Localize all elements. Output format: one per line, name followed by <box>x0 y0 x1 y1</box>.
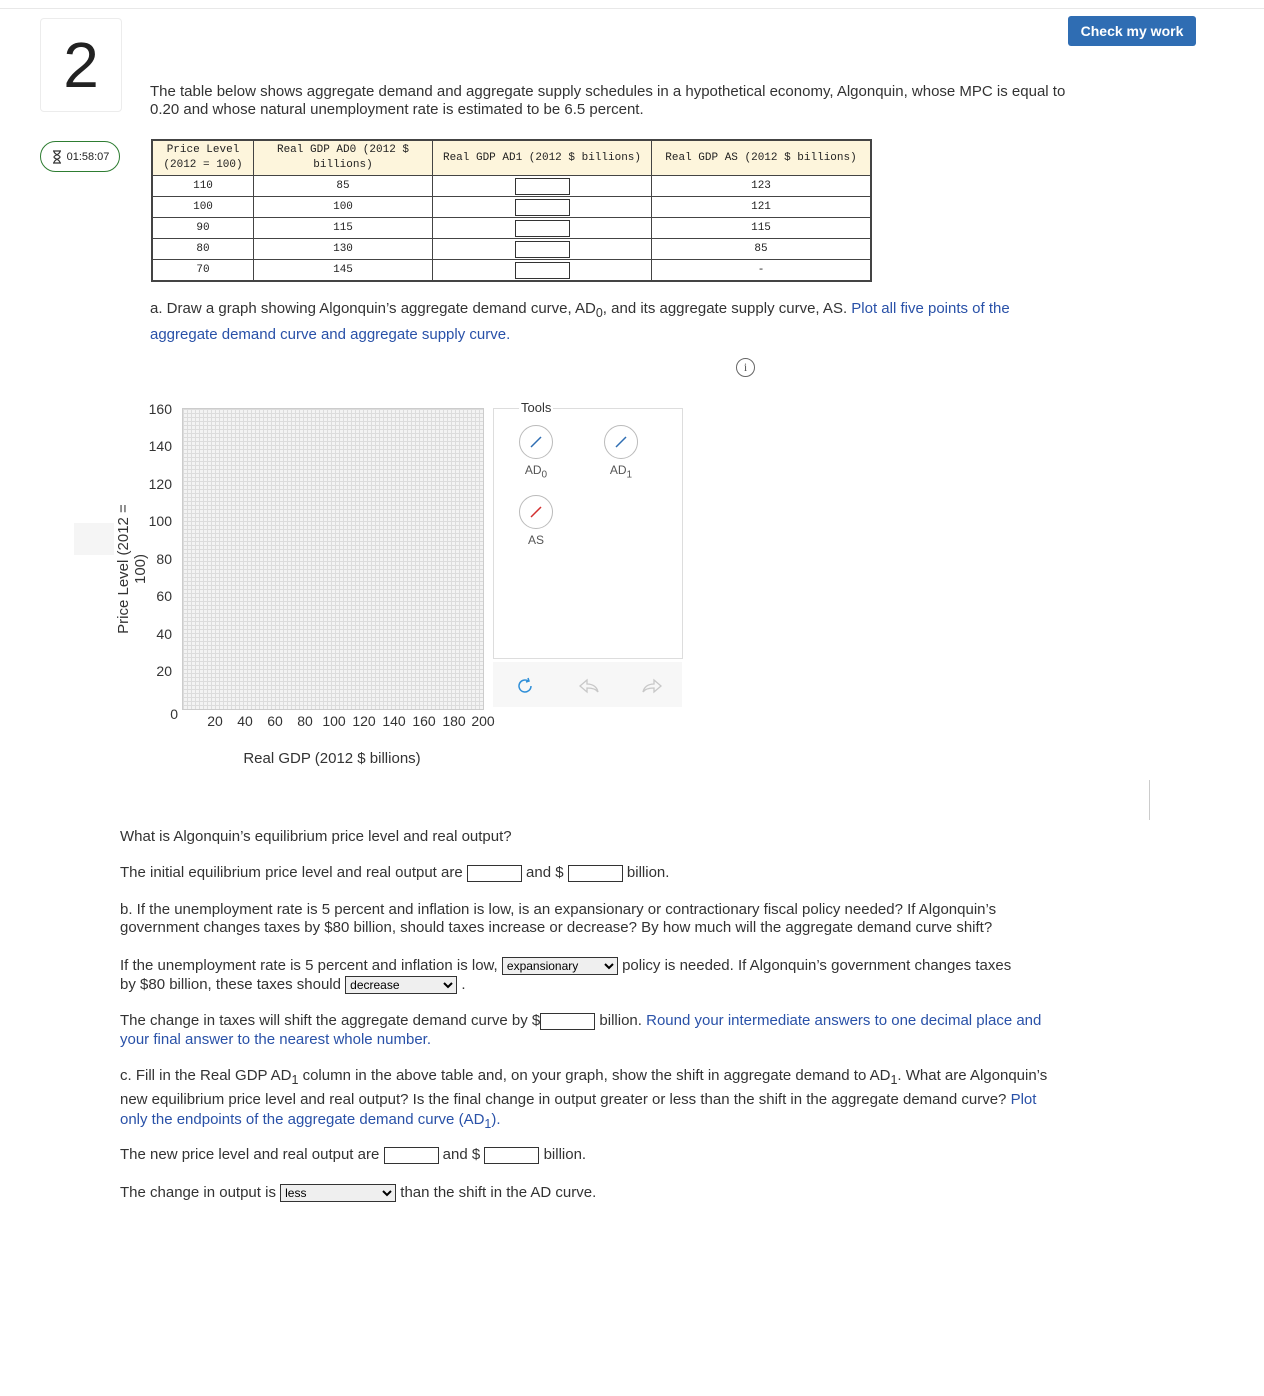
scroll-divider <box>1149 780 1150 820</box>
cell-as: 123 <box>652 176 872 197</box>
new-real-output-input[interactable] <box>484 1147 539 1164</box>
cell-price: 80 <box>152 239 254 260</box>
part-a-text-mid: , and its aggregate supply curve, AS. <box>602 300 852 317</box>
info-icon[interactable]: i <box>736 358 755 377</box>
policy-pre: If the unemployment rate is 5 percent and inflation is low, <box>120 957 498 974</box>
cell-price: 90 <box>152 218 254 239</box>
header-price-text: Price Level (2012 = 100) <box>163 144 243 171</box>
x-tick: 120 <box>352 713 376 729</box>
top-divider <box>0 8 1264 9</box>
hourglass-icon <box>51 150 63 164</box>
part-c-sub: 1 <box>484 1117 492 1131</box>
timer-text: 01:58:07 <box>66 150 110 163</box>
cell-ad1 <box>433 239 652 260</box>
part-c-instruction-post: ). <box>491 1111 501 1128</box>
policy-post: policy is needed. If Algonquin’s government changes taxes <box>622 957 1012 974</box>
cell-ad1 <box>433 176 652 197</box>
ad0-tool-button[interactable] <box>519 425 553 459</box>
table-row <box>152 239 871 260</box>
cell-as: 85 <box>652 239 872 260</box>
ad1-input[interactable] <box>515 178 570 195</box>
part-c-prompt <box>120 1066 1050 1134</box>
tool-label-sub: 1 <box>626 469 633 481</box>
new-equilibrium-line <box>120 1146 586 1164</box>
y-tick: 60 <box>156 588 172 604</box>
y-tick: 160 <box>148 401 172 417</box>
part-c-sub: 1 <box>291 1073 299 1087</box>
eq-pre: The initial equilibrium price level and real output are <box>120 864 463 881</box>
shift-post: billion. <box>599 1012 642 1029</box>
cell-price: 100 <box>152 197 254 218</box>
shift-answer <box>120 1011 1050 1049</box>
y-tick: 0 <box>170 706 178 722</box>
reset-icon[interactable] <box>514 676 536 700</box>
table-row <box>152 176 871 197</box>
timer-badge <box>40 141 120 172</box>
part-b-prompt: b. If the unemployment rate is 5 percent and inflation is low, is an expansionary or contractionary fiscal policy needed? If Algonquin’s government changes taxes by $80 billion, should taxes increase or decrease? By how much will the aggregate demand curve shift? <box>120 901 997 936</box>
header-as-text: Real GDP AS (2012 $ billions) <box>665 151 857 164</box>
ad0-tool-label <box>506 463 566 480</box>
y-tick: 20 <box>156 663 172 679</box>
as-tool-button[interactable] <box>519 495 553 529</box>
tax-pre: by $80 billion, these taxes should <box>120 976 341 994</box>
change-comparison-select[interactable] <box>280 1184 396 1202</box>
equilibrium-answer-line <box>120 864 669 882</box>
tool-label-text: AD <box>609 463 627 477</box>
side-tab <box>74 523 114 555</box>
cell-ad1 <box>433 218 652 239</box>
cell-as: 115 <box>652 218 872 239</box>
y-tick: 80 <box>156 551 172 567</box>
change-post: than the shift in the AD curve. <box>400 1184 597 1201</box>
x-tick: 100 <box>322 713 346 729</box>
new-price-level-input[interactable] <box>384 1147 439 1164</box>
tools-title: Tools <box>521 400 552 415</box>
header-ad1 <box>433 140 652 176</box>
table-row <box>152 260 871 282</box>
part-a-instruction: Plot all five points of the aggregate demand curve and aggregate supply curve. <box>150 300 1010 343</box>
part-a-prompt <box>150 298 1080 346</box>
shift-instruction: Round your intermediate answers to one decimal place and your final answer to the nearest whole number. <box>120 1012 1042 1048</box>
tax-direction-select[interactable] <box>345 976 457 994</box>
part-a-sub: 0 <box>595 306 603 320</box>
new-pre: The new price level and real output are <box>120 1146 380 1163</box>
change-output-line <box>120 1184 596 1202</box>
part-b-answer <box>120 956 1070 994</box>
part-c-mid2: . What are Algonquin’s new equilibrium price level and real output? Is the final change in output greater or less than the shift in the aggregate demand curve? <box>120 1067 1048 1108</box>
header-price-level <box>152 140 254 176</box>
graph-plot-area[interactable] <box>182 408 484 710</box>
tool-label-sub: 0 <box>541 469 548 481</box>
new-mid: and $ <box>442 1146 481 1163</box>
eq-post: billion. <box>626 864 670 881</box>
policy-select[interactable] <box>502 957 618 975</box>
ad1-input[interactable] <box>515 262 570 279</box>
cell-price: 110 <box>152 176 254 197</box>
y-tick: 140 <box>148 438 172 454</box>
check-my-work-button[interactable]: Check my work <box>1068 16 1196 46</box>
cell-ad1 <box>433 197 652 218</box>
ad1-input[interactable] <box>515 220 570 237</box>
header-ad0 <box>254 140 433 176</box>
part-c-sub: 1 <box>890 1073 898 1087</box>
y-tick: 120 <box>148 476 172 492</box>
x-tick: 20 <box>207 713 223 729</box>
ad-shift-input[interactable] <box>540 1013 595 1030</box>
part-c-pre: c. Fill in the Real GDP AD <box>120 1067 292 1084</box>
part-a-text-pre: a. Draw a graph showing Algonquin’s aggregate demand curve, AD <box>150 300 596 317</box>
x-tick: 200 <box>471 713 495 729</box>
eq-mid: and $ <box>526 864 564 881</box>
cell-as: 121 <box>652 197 872 218</box>
cell-ad1 <box>433 260 652 282</box>
shift-pre: The change in taxes will shift the aggregate demand curve by $ <box>120 1012 541 1029</box>
part-c-instruction-pre: Plot only the endpoints of the aggregate demand curve (AD <box>120 1091 1037 1128</box>
x-tick: 180 <box>442 713 466 729</box>
cell-ad0: 130 <box>254 239 433 260</box>
line-tool-icon <box>520 496 552 528</box>
cell-as: - <box>652 260 872 282</box>
equilibrium-question: What is Algonquin’s equilibrium price level and real output? <box>120 828 512 845</box>
cell-ad0: 145 <box>254 260 433 282</box>
tax-post: . <box>461 976 466 994</box>
x-tick: 140 <box>382 713 406 729</box>
cell-ad0: 85 <box>254 176 433 197</box>
intro-text: The table below shows aggregate demand and aggregate supply schedules in a hypothetical economy, Algonquin, whose MPC is equal to 0.20 and whose natural unemployment rate is estimated to be 6.5 percent. <box>150 83 1066 118</box>
initial-real-output-input[interactable] <box>568 865 623 882</box>
x-tick: 160 <box>412 713 436 729</box>
y-tick: 100 <box>148 513 172 529</box>
line-tool-icon <box>605 426 637 458</box>
table-row <box>152 218 871 239</box>
header-ad0-text: Real GDP AD0 (2012 $ billions) <box>276 144 410 171</box>
cell-ad0: 100 <box>254 197 433 218</box>
x-tick: 40 <box>237 713 253 729</box>
ad1-tool-button[interactable] <box>604 425 638 459</box>
x-axis-label: Real GDP (2012 $ billions) <box>243 750 421 767</box>
line-tool-icon <box>520 426 552 458</box>
initial-price-level-input[interactable] <box>467 865 522 882</box>
header-ad1-text: Real GDP AD1 (2012 $ billions) <box>442 151 642 164</box>
header-as <box>652 140 872 176</box>
x-tick: 60 <box>267 713 283 729</box>
y-tick: 40 <box>156 626 172 642</box>
as-tool-label: AS <box>527 533 544 547</box>
ad1-input[interactable] <box>515 199 570 216</box>
y-axis-label: Price Level (2012 = 100) <box>115 504 149 634</box>
ad1-input[interactable] <box>515 241 570 258</box>
tool-label-text: AD <box>524 463 542 477</box>
part-c-mid1: column in the above table and, on your graph, show the shift in aggregate demand to AD <box>298 1067 891 1084</box>
x-tick: 80 <box>297 713 313 729</box>
redo-icon[interactable] <box>640 677 664 699</box>
table-row <box>152 197 871 218</box>
undo-icon[interactable] <box>577 677 601 699</box>
change-pre: The change in output is <box>120 1184 276 1201</box>
cell-price: 70 <box>152 260 254 282</box>
cell-ad0: 115 <box>254 218 433 239</box>
ad1-tool-label <box>591 463 651 480</box>
question-number: 2 <box>40 18 122 112</box>
schedule-table <box>151 139 872 282</box>
new-post: billion. <box>543 1146 587 1163</box>
